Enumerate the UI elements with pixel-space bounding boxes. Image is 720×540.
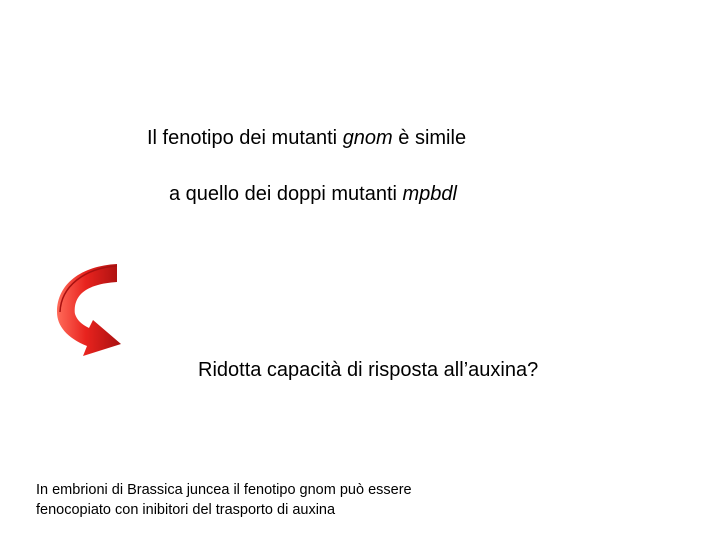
heading-line-2-text: a quello dei doppi mutanti	[169, 183, 403, 205]
question-text: Ridotta capacità di risposta all’auxina?	[198, 359, 539, 381]
curved-arrow-icon	[55, 262, 127, 358]
heading-line-2-emphasis: mpbdl	[402, 183, 457, 205]
note-line-2: fenocopiato con inibitori del trasporto di auxina	[36, 502, 336, 518]
heading-line-1-emphasis: gnom	[342, 127, 393, 149]
heading-line-1	[147, 126, 466, 150]
note-line-1: In embrioni di Brassica juncea il fenotipo gnom può essere	[36, 482, 412, 498]
heading-line-1-end: è simile	[392, 127, 467, 149]
heading-line-1-text: Il fenotipo dei mutanti	[147, 127, 343, 149]
heading-line-2	[169, 182, 457, 206]
note-text	[36, 480, 412, 520]
curved-arrow-body	[57, 264, 121, 356]
